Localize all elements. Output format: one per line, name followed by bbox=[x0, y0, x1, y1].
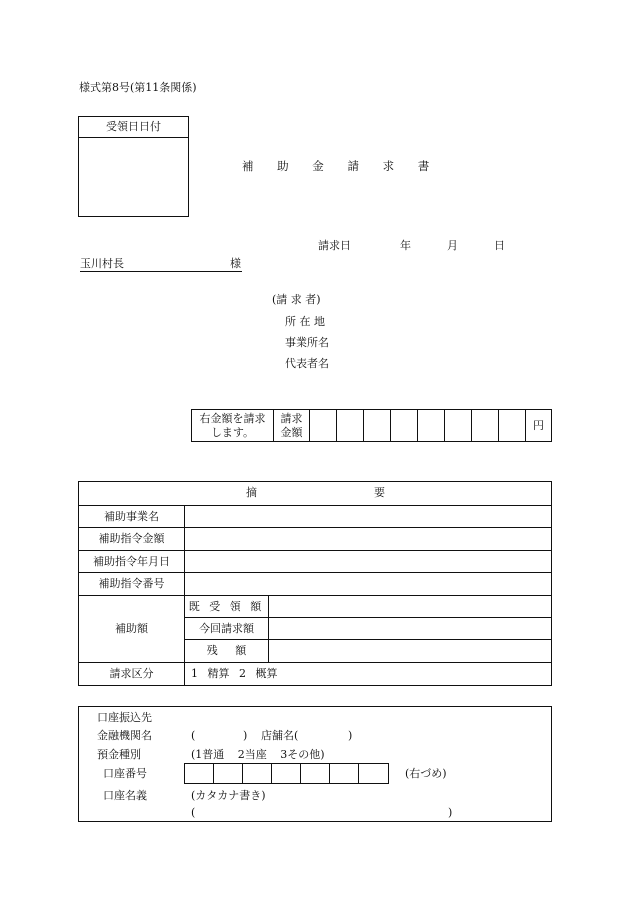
amount-statement-line2: します。 bbox=[210, 425, 255, 439]
amount-digit-divider bbox=[498, 409, 499, 442]
subsidy-amount-label: 補助額 bbox=[115, 622, 148, 636]
amount-statement bbox=[192, 410, 273, 441]
document-title: 補 助 金 請 求 書 bbox=[242, 159, 440, 173]
summary-row-label: 補助指令金額 bbox=[98, 532, 165, 546]
requester-address-label: 所 在 地 bbox=[285, 315, 325, 328]
amount-digit-divider bbox=[417, 409, 418, 442]
form-number: 様式第8号(第11条関係) bbox=[79, 81, 197, 94]
addressee-underline bbox=[80, 271, 242, 272]
account-number-digit-divider bbox=[358, 763, 359, 784]
account-name-open: ( bbox=[191, 806, 196, 819]
account-type-options: (1普通 2当座 3その他) bbox=[191, 748, 325, 761]
requester-business-name-label: 事業所名 bbox=[285, 336, 329, 349]
account-name-label: 口座名義 bbox=[103, 789, 147, 802]
amount-digit-divider bbox=[390, 409, 391, 442]
request-category-options: 1 精算 2 概算 bbox=[191, 667, 278, 681]
amount-statement-line1: 右金額を請求 bbox=[199, 411, 266, 425]
addressee-suffix: 様 bbox=[230, 257, 241, 270]
branch-name-close: ) bbox=[348, 729, 353, 742]
summary-row-label: 補助事業名 bbox=[104, 509, 159, 523]
account-number-digit-divider bbox=[213, 763, 214, 784]
financial-institution-open: ( bbox=[191, 729, 196, 742]
amount-digit-divider bbox=[471, 409, 472, 442]
right-align-note: (右づめ) bbox=[405, 767, 447, 780]
subsidy-remaining-label: 残 額 bbox=[206, 644, 247, 658]
requester-heading: (請 求 者) bbox=[272, 293, 321, 306]
request-date-day: 日 bbox=[494, 239, 505, 252]
requester-representative-label: 代表者名 bbox=[285, 357, 329, 370]
subsidy-received-label: 既 受 領 額 bbox=[188, 599, 265, 613]
account-name-close: ) bbox=[448, 806, 453, 819]
account-type-label: 預金種別 bbox=[97, 748, 141, 761]
amount-digit-divider bbox=[336, 409, 337, 442]
request-date-label: 請求日 bbox=[318, 239, 351, 252]
receipt-date-label: 受領日日付 bbox=[106, 120, 161, 134]
account-number-label: 口座番号 bbox=[103, 767, 147, 780]
amount-currency: 円 bbox=[533, 418, 544, 432]
amount-digit-divider bbox=[363, 409, 364, 442]
account-number-digit-divider bbox=[300, 763, 301, 784]
request-date-year: 年 bbox=[400, 239, 411, 252]
account-number-digit-divider bbox=[271, 763, 272, 784]
summary-row-label: 補助指令番号 bbox=[98, 577, 165, 591]
summary-header-right: 要 bbox=[374, 486, 385, 499]
amount-label bbox=[274, 410, 309, 441]
request-date-month: 月 bbox=[447, 239, 458, 252]
addressee-name: 玉川村長 bbox=[80, 257, 124, 270]
summary-header-left: 摘 bbox=[246, 486, 257, 499]
amount-digit-divider bbox=[444, 409, 445, 442]
amount-label-line1: 請求 bbox=[280, 411, 303, 425]
subsidy-current-request-label: 今回請求額 bbox=[199, 621, 254, 635]
receipt-date-box-divider bbox=[78, 137, 189, 138]
amount-label-line2: 金額 bbox=[280, 425, 303, 439]
request-category-label: 請求区分 bbox=[109, 667, 154, 681]
summary-subsidy-column-divider bbox=[268, 595, 269, 662]
account-number-digit-divider bbox=[329, 763, 330, 784]
account-number-digit-divider bbox=[242, 763, 243, 784]
financial-institution-label: 金融機関名 bbox=[97, 729, 152, 742]
amount-digit-divider bbox=[309, 409, 310, 442]
summary-row-label: 補助指令年月日 bbox=[93, 554, 170, 568]
bank-transfer-title: 口座振込先 bbox=[97, 711, 152, 724]
financial-institution-close: ) bbox=[243, 729, 248, 742]
katakana-note: (カタカナ書き) bbox=[191, 789, 266, 802]
branch-name-label: 店舗名( bbox=[261, 729, 299, 742]
